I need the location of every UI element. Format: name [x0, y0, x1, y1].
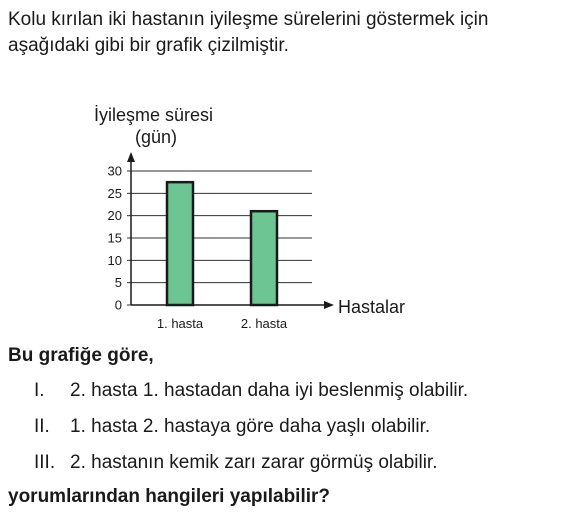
option-item [34, 449, 468, 485]
question-closing: yorumlarından hangileri yapılabilir? [8, 486, 331, 507]
option-number: III. [34, 452, 56, 473]
y-tick-label: 20 [107, 208, 122, 224]
y-tick-label: 25 [107, 185, 122, 201]
axes [127, 152, 334, 309]
y-tick-label: 0 [114, 297, 122, 313]
y-axis-arrow [127, 152, 135, 162]
option-item [34, 377, 468, 413]
question-lead: Bu grafiğe göre, [8, 345, 154, 366]
option-number: I. [34, 380, 45, 401]
x-tick-label: 2. hasta [240, 316, 288, 331]
bar [251, 211, 277, 305]
bars [167, 182, 277, 305]
y-tick-label: 10 [107, 252, 122, 268]
option-item [34, 413, 468, 449]
grid-lines [131, 171, 312, 283]
option-number: II. [34, 416, 50, 437]
options-list [34, 377, 468, 485]
x-ticks [157, 316, 288, 331]
y-tick-label: 15 [107, 230, 122, 246]
x-axis-arrow [324, 301, 334, 309]
y-ticks [108, 164, 131, 313]
option-text: 1. hasta 2. hastaya göre daha yaşlı olabilir. [70, 416, 431, 437]
y-axis-unit: (gün) [135, 127, 178, 147]
question-intro: Kolu kırılan iki hastanın iyileşme sürelerini göstermek için aşağıdaki gibi bir grafik çizilmiştir. [8, 9, 489, 56]
option-text: 2. hastanın kemik zarı zarar görmüş olabilir. [70, 452, 438, 473]
x-tick-label: 1. hasta [156, 316, 204, 331]
y-tick-label: 30 [107, 163, 122, 179]
x-axis-label: Hastalar [338, 297, 406, 317]
bar [167, 182, 193, 305]
option-text: 2. hasta 1. hastadan daha iyi beslenmiş olabilir. [70, 380, 469, 401]
y-axis-label: İyileşme süresi [94, 105, 214, 125]
y-tick-label: 5 [114, 275, 122, 291]
